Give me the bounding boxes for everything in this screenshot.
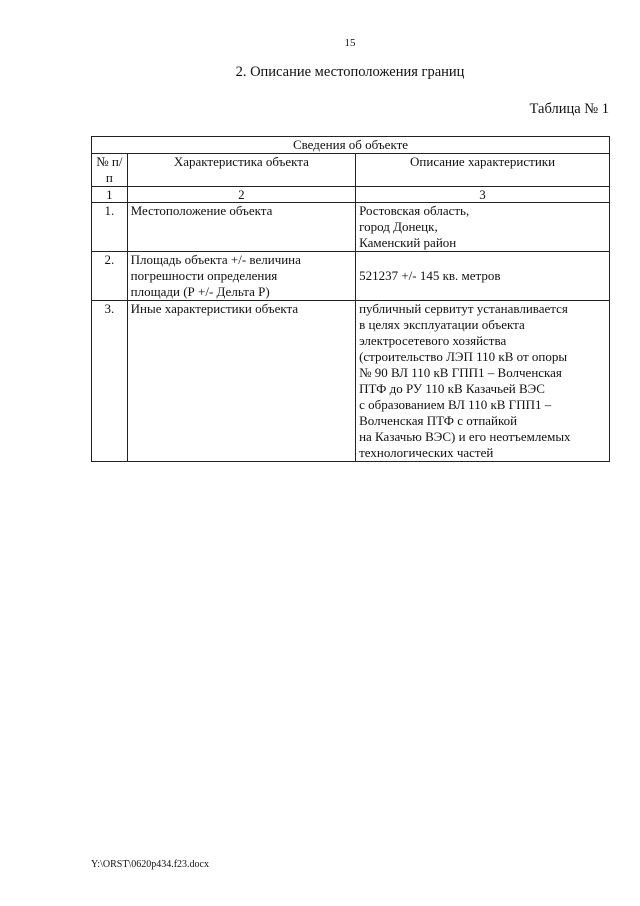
- column-number-row: [92, 187, 610, 203]
- row-num: 1.: [92, 203, 128, 252]
- row-num: 2.: [92, 252, 128, 301]
- row-description: [356, 252, 610, 301]
- cell-line: город Донецк,: [359, 219, 438, 234]
- row-characteristic: [127, 301, 355, 462]
- cell-line: электросетевого хозяйства: [359, 333, 507, 348]
- table-caption: Таблица № 1: [529, 101, 609, 117]
- header-description: Описание характеристики: [356, 154, 610, 187]
- column-number-1: 1: [92, 187, 128, 203]
- table-header-row: [92, 154, 610, 187]
- footer-file-path: Y:\ORST\0620p434.f23.docx: [91, 859, 209, 870]
- cell-line: Каменский район: [359, 235, 457, 250]
- cell-line: Ростовская область,: [359, 203, 470, 218]
- table-row: [92, 301, 610, 462]
- cell-line: (строительство ЛЭП 110 кВ от опоры: [359, 349, 568, 364]
- cell-line: Волченская ПТФ с отпайкой: [359, 413, 518, 428]
- table-title: Сведения об объекте: [92, 137, 610, 154]
- section-title: 2. Описание местоположения границ: [235, 64, 465, 80]
- table-row: [92, 252, 610, 301]
- row-num: 3.: [92, 301, 128, 462]
- cell-line: Площадь объекта +/- величина: [130, 252, 301, 267]
- header-characteristic: Характеристика объекта: [127, 154, 355, 187]
- cell-line: Иные характеристики объекта: [130, 301, 299, 316]
- object-info-table: [91, 136, 610, 462]
- cell-line: № 90 ВЛ 110 кВ ГПП1 – Волченская: [359, 365, 562, 380]
- row-characteristic: [127, 203, 355, 252]
- column-number-3: 3: [356, 187, 610, 203]
- cell-line: технологических частей: [359, 445, 494, 460]
- header-num: № п/п: [92, 154, 128, 187]
- cell-line: с образованием ВЛ 110 кВ ГПП1 –: [359, 397, 552, 412]
- cell-line: площади (Р +/- Дельта Р): [130, 284, 270, 299]
- row-characteristic: [127, 252, 355, 301]
- column-number-2: 2: [127, 187, 355, 203]
- page-number: 15: [344, 37, 356, 49]
- cell-line: в целях эксплуатации объекта: [359, 317, 525, 332]
- cell-line: 521237 +/- 145 кв. метров: [359, 268, 501, 283]
- table-row: [92, 203, 610, 252]
- row-description: [356, 301, 610, 462]
- cell-line: публичный сервитут устанавливается: [359, 301, 568, 316]
- row-description: [356, 203, 610, 252]
- cell-line: на Казачью ВЭС) и его неотъемлемых: [359, 429, 571, 444]
- cell-line: ПТФ до РУ 110 кВ Казачьей ВЭС: [359, 381, 545, 396]
- cell-line: Местоположение объекта: [130, 203, 273, 218]
- cell-line: погрешности определения: [130, 268, 278, 283]
- table-title-row: [92, 137, 610, 154]
